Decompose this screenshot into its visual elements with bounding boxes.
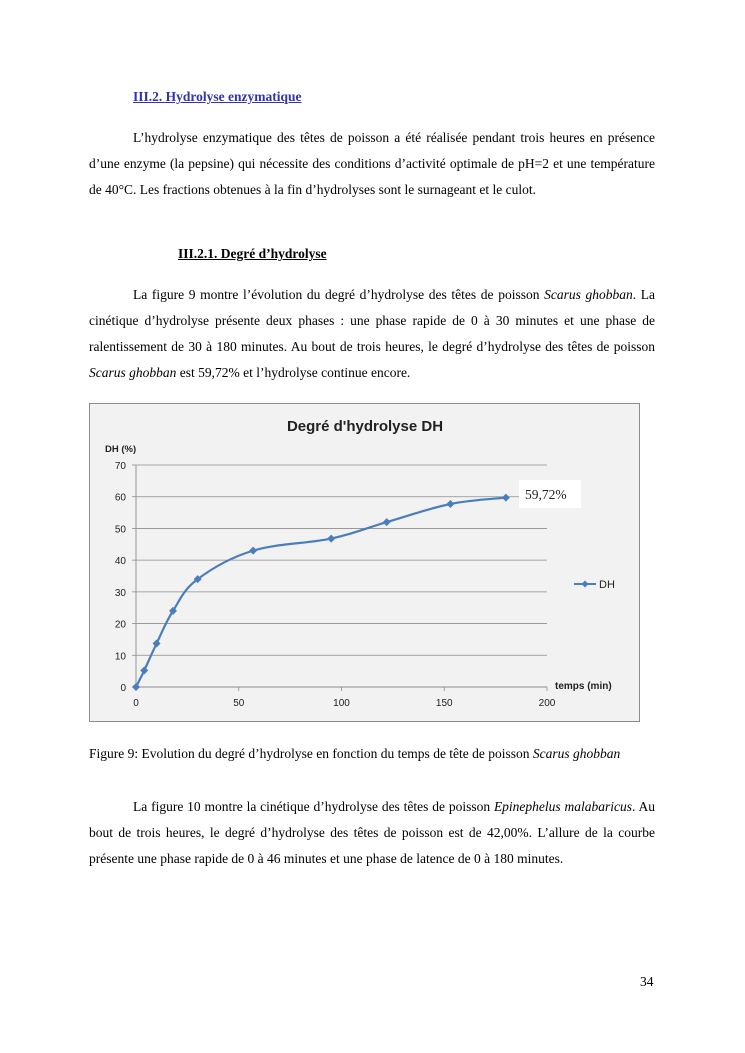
x-tick-label: 0 (133, 698, 139, 709)
y-tick-label: 60 (114, 492, 126, 504)
chart-annotation (519, 480, 581, 508)
data-point-marker (327, 535, 335, 543)
series-line (136, 498, 506, 687)
legend-marker (582, 581, 589, 588)
data-point-marker (153, 640, 161, 648)
y-tick-label: 40 (114, 556, 126, 568)
caption-text: Figure 9: Evolution du degré d’hydrolyse en fonction du temps de tête de poisson (89, 746, 533, 761)
legend-label: DH (599, 579, 615, 591)
x-tick-label: 150 (435, 698, 453, 709)
section-heading[interactable]: III.2. Hydrolyse enzymatique (133, 89, 302, 104)
paragraph-hydrolysis-intro: L’hydrolyse enzymatique des têtes de poisson a été réalisée pendant trois heures en présence d’une enzyme (la pepsine) qui nécessite des conditions d’activité optimale de pH=2 et une température de 40°C. Les fractions obtenues à la fin d’hydrolyses sont le surnageant et le culot. (89, 130, 655, 197)
y-tick-label: 10 (114, 651, 126, 663)
page-number: 34 (640, 974, 654, 989)
y-tick-label: 50 (114, 524, 126, 536)
data-point-marker (446, 500, 454, 508)
paragraph-figure9-description (89, 282, 655, 386)
chart-x-axis-label: temps (min) (555, 681, 612, 692)
annotation-value: 59,72% (525, 487, 567, 502)
paragraph2-text-3: est 59,72% et l’hydrolyse continue encore. (176, 365, 411, 380)
data-point-marker (249, 547, 257, 555)
chart-canvas (90, 404, 639, 721)
caption-species: Scarus ghobban (532, 746, 621, 761)
data-point-marker (502, 494, 510, 502)
paragraph2-text-2: . La cinétique d’hydrolyse présente deux phases : une phase rapide de 0 à 30 minutes et une phase de ralentissement de 30 à 180 minutes. Au bout de trois heures, le degré d’hydrolyse des têtes de poisson (89, 287, 655, 354)
data-point-marker (140, 667, 148, 675)
chart-gridlines (136, 465, 547, 655)
species-name: Scarus ghobban (89, 365, 177, 380)
y-tick-label: 70 (114, 461, 126, 472)
y-tick-label: 30 (114, 587, 126, 599)
paragraph3-text-2: . Au bout de trois heures, le degré d’hydrolyse des têtes de poisson est de 42,00%. L’allure de la courbe présente une phase rapide de 0 à 46 minutes et une phase de latence de 0 à 180 minutes. (89, 799, 655, 866)
x-tick-label: 50 (233, 698, 245, 709)
x-tick-label: 200 (538, 698, 556, 709)
y-tick-label: 20 (114, 619, 126, 631)
data-point-marker (383, 518, 391, 526)
data-point-marker (132, 683, 140, 691)
paragraph3-text-1: La figure 10 montre la cinétique d’hydrolyse des têtes de poisson (133, 799, 494, 814)
subsection-heading: III.2.1. Degré d’hydrolyse (178, 246, 327, 261)
paragraph2-text-1: La figure 9 montre l’évolution du degré d’hydrolyse des têtes de poisson (133, 287, 545, 302)
species-name: Epinephelus malabaricus (493, 799, 633, 814)
hydrolysis-chart (89, 403, 640, 722)
chart-series (132, 494, 510, 691)
chart-y-axis-label: DH (%) (105, 444, 137, 455)
y-tick-label: 0 (120, 683, 126, 694)
chart-legend (574, 579, 615, 591)
chart-title: Degré d'hydrolyse DH (286, 418, 444, 435)
figure-caption (89, 741, 655, 767)
species-name: Scarus ghobban (544, 287, 633, 302)
paragraph-figure10-description (89, 794, 655, 872)
x-tick-label: 100 (333, 698, 350, 709)
